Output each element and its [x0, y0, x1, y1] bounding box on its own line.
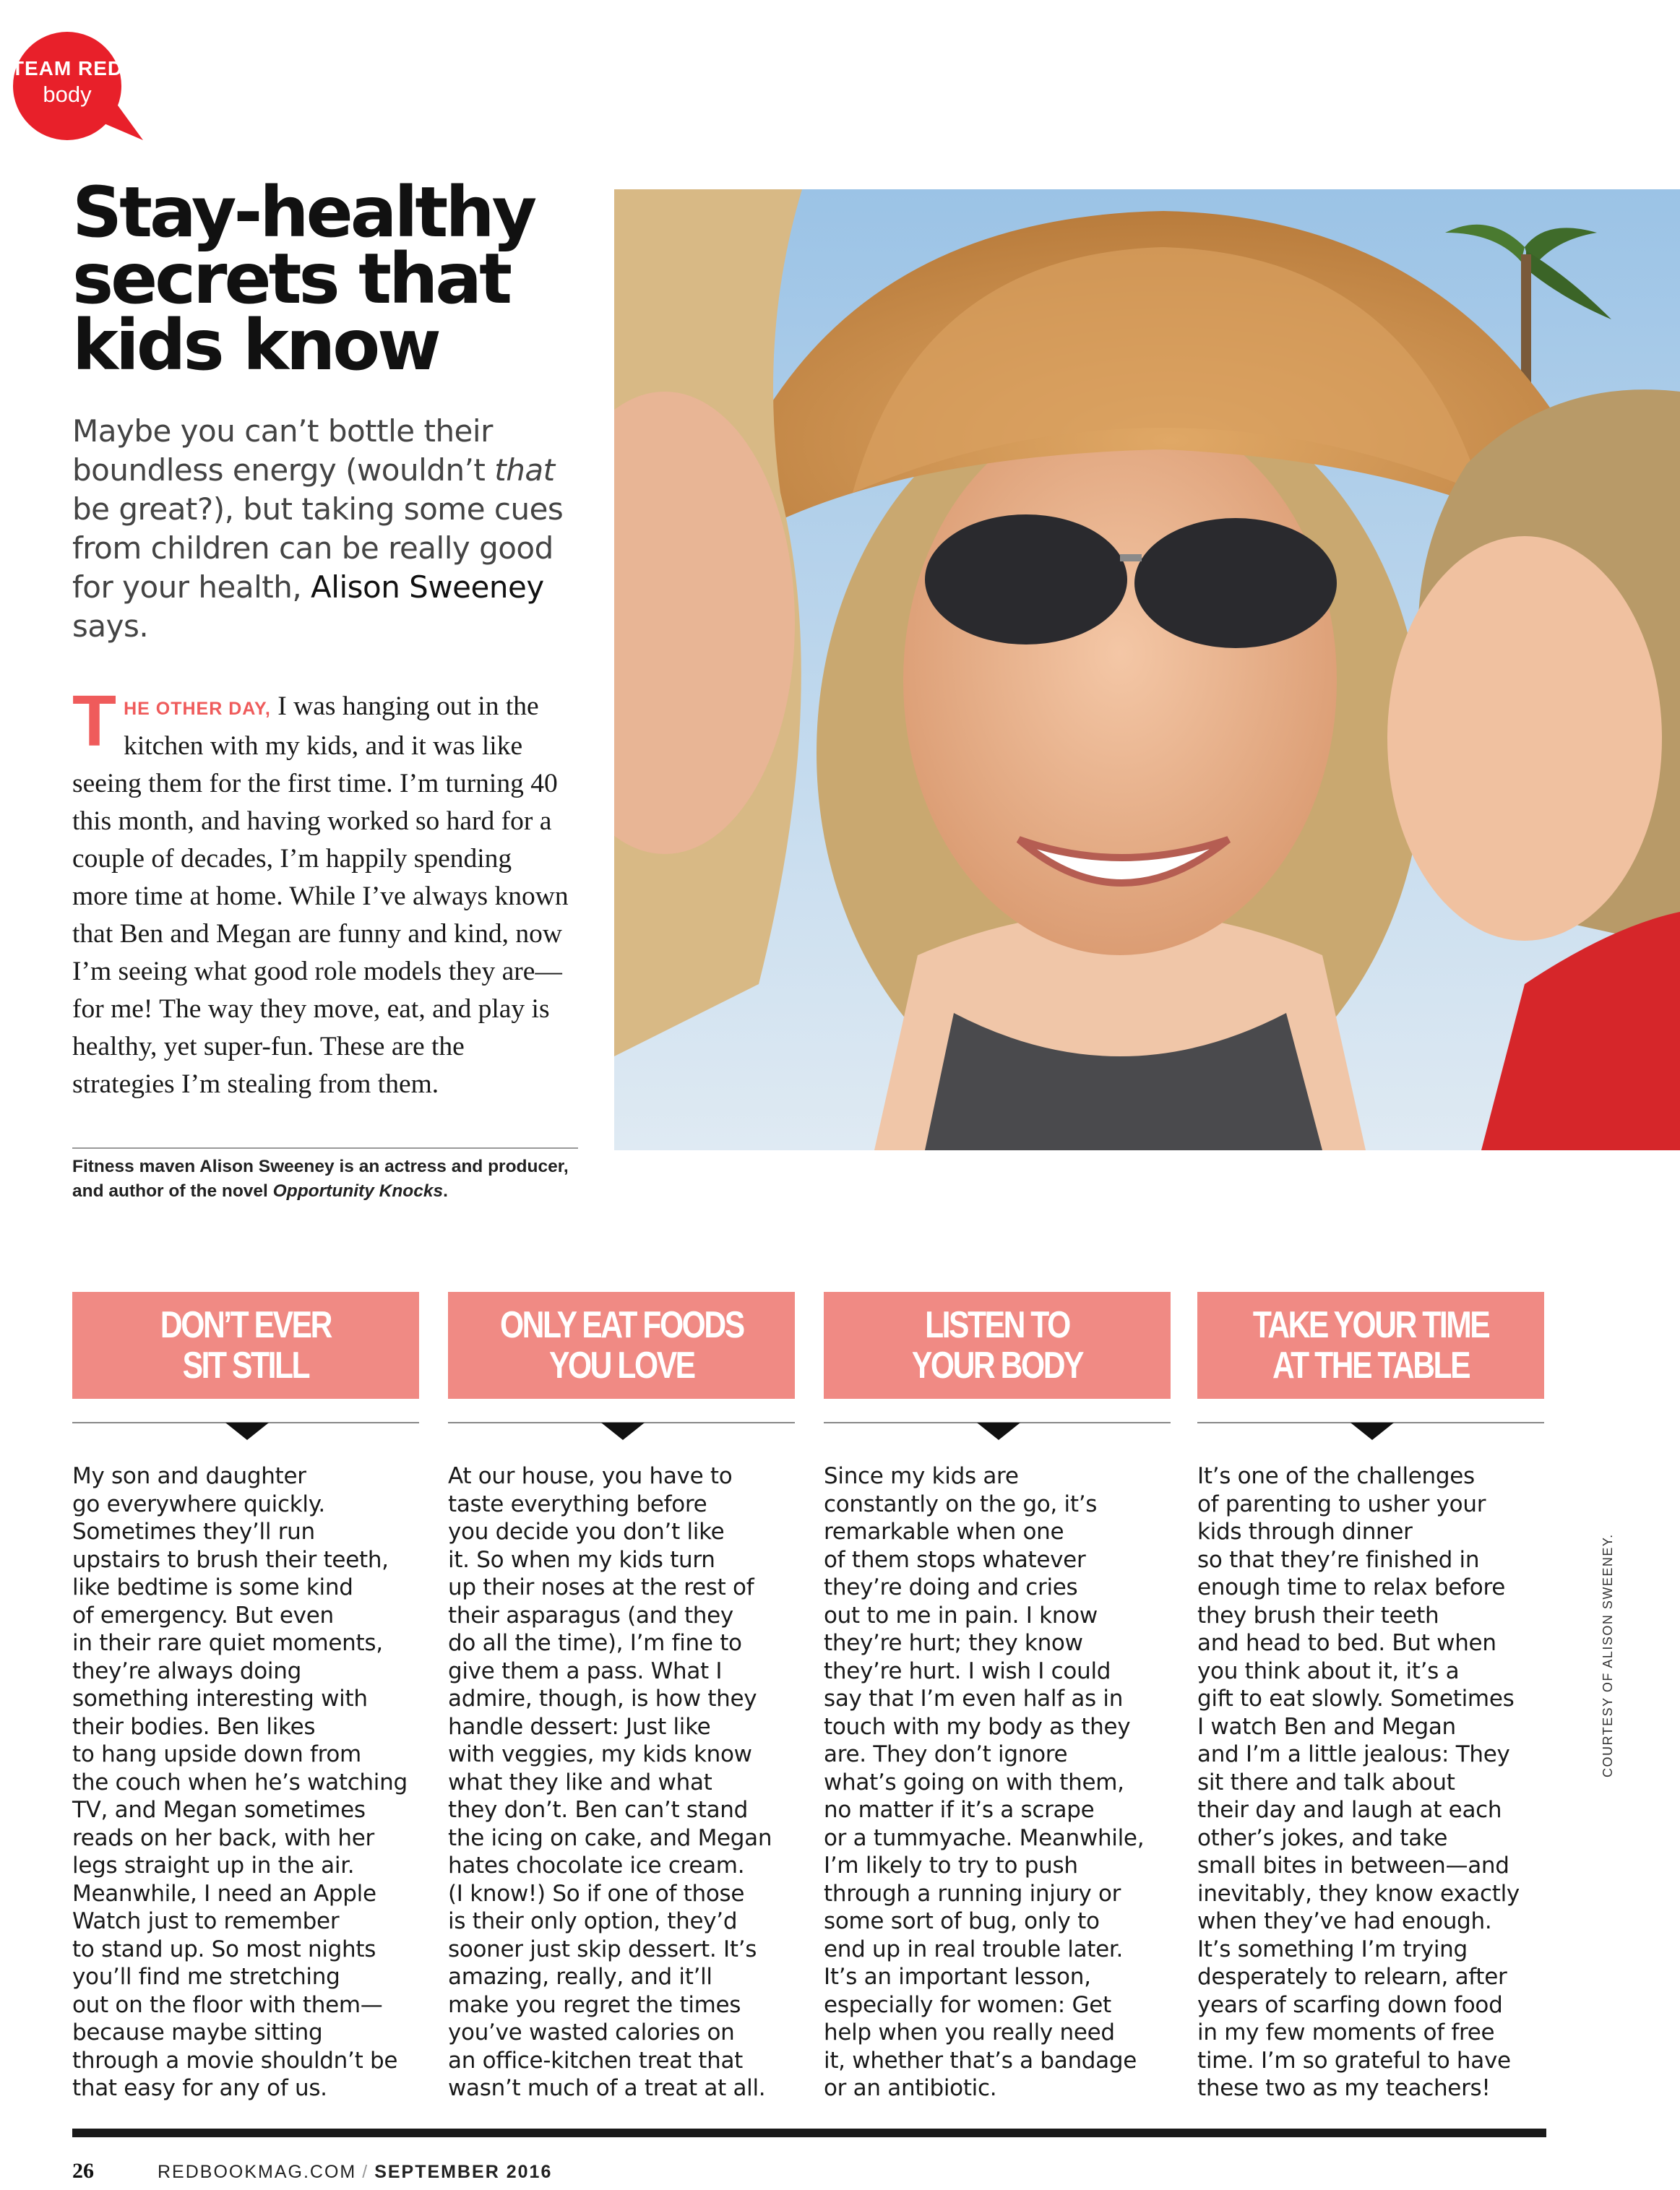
down-arrow-icon — [1351, 1423, 1394, 1440]
page-number: 26 — [72, 2159, 94, 2183]
headline: Stay-healthy secrets that kids know — [72, 172, 535, 386]
badge-team: TEAM RED — [11, 57, 124, 79]
section-badge — [6, 32, 143, 144]
photo-credit: COURTESY OF ALISON SWEENEY. — [1601, 1533, 1615, 1777]
tip-heading: DON’T EVER SIT STILL — [72, 1292, 419, 1399]
dek: Maybe you can’t bottle their boundless energy (wouldn’t that be great?), but taking some cues from children can be really good for your health, Alison Sweeney says. — [72, 413, 564, 644]
footer-separator: / — [362, 2162, 369, 2182]
bio-divider — [72, 1147, 578, 1149]
tip-body: My son and daughter go everywhere quickly. Sometimes they’ll run upstairs to brush their teeth, like bedtime is some kind of emergency. But even in their rare quiet moments, they’re always doing something interesting with their bodies. Ben likes to hang upside down from the couch when he’s watching TV, and Megan sometimes reads on her back, with her legs straight up in the air. Meanwhile, I need an Apple Watch just to remember to stand up. So most nights you’ll find me stretching out on the floor with them— because maybe sitting through a movie shouldn’t be that easy for any of us. — [72, 1463, 408, 2101]
footer-rule — [72, 2129, 1546, 2137]
tip-heading: TAKE YOUR TIME AT THE TABLE — [1197, 1292, 1544, 1399]
intro-paragraph: THE OTHER DAY, I was hanging out in the kitchen with my kids, and it was like seeing them for the first time. I’m turning 40 this month, and having worked so hard for a couple of decades, I’m happily spending more time at home. While I’ve always known that Ben and Megan are funny and kind, now I’m seeing what good role models they are—for me! The way they move, eat, and play is healthy, yet super-fun. These are the strategies I’m stealing from them. — [72, 681, 569, 1099]
lead-in: HE OTHER DAY, — [124, 699, 271, 719]
tip-heading: LISTEN TO YOUR BODY — [824, 1292, 1171, 1399]
footer-text — [158, 2162, 552, 2183]
tip-column-2 — [448, 1292, 795, 2101]
tip-body: At our house, you have to taste everything before you decide you don’t like it. So when my kids turn up their noses at the rest of their asparagus (and they do all the time), I’m fine to give them a pass. What I admire, though, is how they handle dessert: Just like with veggies, my kids know what they like and what they don’t. Ben can’t stand the icing on cake, and Megan hates chocolate ice cream. (I know!) So if one of those is their only option, they’d sooner just skip dessert. It’s amazing, really, and it’ll make you regret the times you’ve wasted calories on an office-kitchen treat that wasn’t much of a treat at all. — [448, 1463, 772, 2101]
site-name: REDBOOKMAG.COM — [158, 2162, 357, 2182]
down-arrow-icon — [601, 1423, 645, 1440]
drop-cap: T — [72, 681, 117, 762]
tip-body: It’s one of the challenges of parenting to usher your kids through dinner so that they’re finished in enough time to relax before they brush their teeth and head to bed. But when you think about it, it’s a gift to eat slowly. Sometimes I watch Ben and Megan and I’m a little jealous: They sit there and talk about their day and laugh at each other’s jokes, and take small bites in between—and inevitably, they know exactly when they’ve had enough. It’s something I’m trying desperately to relearn, after years of scarfing down food in my few moments of free time. I’m so grateful to have these two as my teachers! — [1197, 1463, 1520, 2101]
author-name: Alison Sweeney — [311, 569, 544, 605]
down-arrow-icon — [977, 1423, 1020, 1440]
dek-italic: that — [494, 452, 555, 488]
badge-section: body — [43, 81, 92, 107]
author-bio: Fitness maven Alison Sweeney is an actress and producer, and author of the novel Opportunity Knocks. — [72, 1157, 569, 1201]
hero-photo — [614, 189, 1680, 1150]
photo-illustration — [614, 189, 1680, 1150]
tip-column-1 — [72, 1292, 419, 2101]
issue-date: SEPTEMBER 2016 — [374, 2162, 553, 2182]
tip-heading: ONLY EAT FOODS YOU LOVE — [448, 1292, 795, 1399]
tip-column-4 — [1197, 1292, 1544, 2101]
tip-body: Since my kids are constantly on the go, it’s remarkable when one of them stops whatever they’re doing and cries out to me in pain. I know they’re hurt; they know they’re hurt. I wish I could say that I’m even half as in touch with my body as they are. They don’t ignore what’s going on with them, no matter if it’s a scrape or a tummyache. Meanwhile, I’m likely to try to push through a running injury or some sort of bug, only to end up in real trouble later. It’s an important lesson, especially for women: Get help when you really need it, whether that’s a bandage or an antibiotic. — [824, 1463, 1145, 2101]
tip-column-3 — [824, 1292, 1171, 2101]
down-arrow-icon — [225, 1423, 269, 1440]
novel-title: Opportunity Knocks — [272, 1181, 444, 1201]
